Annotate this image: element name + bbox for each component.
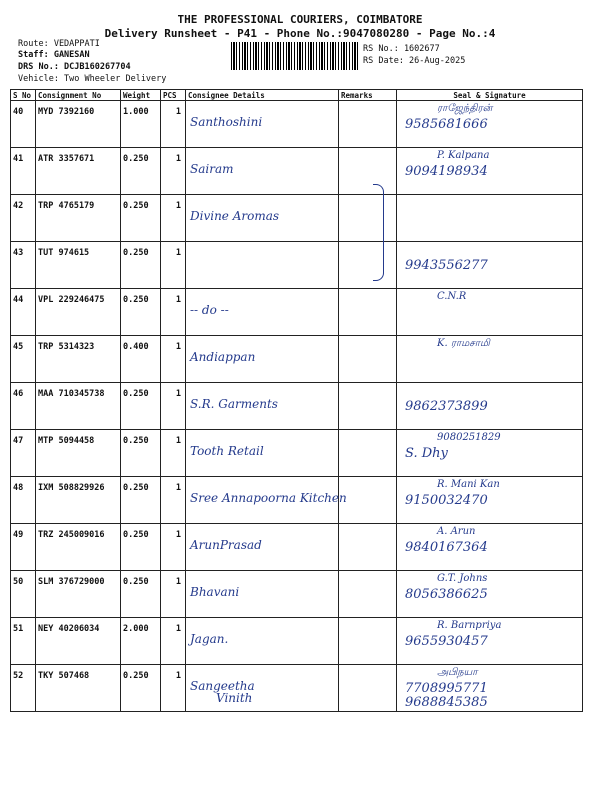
consignee-handwriting: Bhavani	[190, 585, 240, 599]
table-row	[11, 289, 583, 336]
weight-cell: 0.250	[121, 524, 161, 571]
sno-cell: 45	[11, 336, 36, 383]
consignee-cell	[186, 571, 339, 618]
remarks-cell	[339, 383, 397, 430]
consignee-cell	[186, 148, 339, 195]
consignee-handwriting: Sangeetha	[190, 679, 255, 693]
pcs-cell: 1	[161, 524, 186, 571]
remarks-cell	[339, 289, 397, 336]
runsheet-table	[10, 89, 583, 712]
weight-cell: 0.250	[121, 195, 161, 242]
table-row	[11, 195, 583, 242]
consignment-cell: VPL 229246475	[36, 289, 121, 336]
signature-phone: 8056386625	[405, 587, 488, 602]
signature-phone: 7708995771	[405, 681, 488, 696]
remarks-cell	[339, 571, 397, 618]
consignee-cell	[186, 618, 339, 665]
consignee-handwriting: Jagan.	[190, 632, 229, 646]
seal-cell	[397, 430, 583, 477]
weight-cell: 0.250	[121, 571, 161, 618]
sno-cell: 44	[11, 289, 36, 336]
seal-cell	[397, 289, 583, 336]
signature-phone: 9150032470	[405, 493, 488, 508]
consignment-cell: ATR 3357671	[36, 148, 121, 195]
consignee-cell	[186, 430, 339, 477]
pcs-cell: 1	[161, 242, 186, 289]
signature-phone: 9943556277	[405, 258, 488, 273]
table-row	[11, 524, 583, 571]
col-consignment: Consignment No	[36, 90, 121, 101]
consignee-cell	[186, 242, 339, 289]
consignment-cell: IXM 508829926	[36, 477, 121, 524]
consignment-cell: NEY 40206034	[36, 618, 121, 665]
weight-cell: 0.250	[121, 477, 161, 524]
consignee-handwriting: Santhoshini	[190, 115, 263, 129]
consignment-cell: TRP 4765179	[36, 195, 121, 242]
seal-cell	[397, 383, 583, 430]
weight-cell: 1.000	[121, 101, 161, 148]
signature-name: ராஜேந்திரன்	[437, 103, 493, 114]
consignee-handwriting: Sree Annapoorna Kitchen	[190, 491, 347, 505]
sno-cell: 42	[11, 195, 36, 242]
consignee-cell	[186, 477, 347, 524]
signature-phone-2: 9688845385	[405, 695, 488, 710]
signature-phone: 9655930457	[405, 634, 488, 649]
seal-cell	[397, 477, 583, 524]
sno-cell: 51	[11, 618, 36, 665]
barcode	[231, 42, 358, 70]
table-row	[11, 148, 583, 195]
signature-phone: S. Dhy	[405, 446, 448, 461]
remarks-cell	[339, 477, 397, 524]
seal-cell	[397, 148, 583, 195]
seal-cell	[397, 618, 583, 665]
consignment-cell: MYD 7392160	[36, 101, 121, 148]
pcs-cell: 1	[161, 101, 186, 148]
sno-cell: 49	[11, 524, 36, 571]
consignee-cell	[186, 383, 339, 430]
signature-name: R. Mani Kan	[437, 479, 500, 490]
table-row	[11, 430, 583, 477]
consignee-handwriting-2: Vinith	[216, 691, 253, 705]
table-row	[11, 571, 583, 618]
consignment-cell: MAA 710345738	[36, 383, 121, 430]
col-weight: Weight	[121, 90, 161, 101]
pcs-cell: 1	[161, 336, 186, 383]
consignee-handwriting: Divine Aromas	[190, 209, 280, 223]
pcs-cell: 1	[161, 289, 186, 336]
remarks-cell	[339, 618, 397, 665]
signature-name: 9080251829	[437, 432, 501, 443]
consignment-cell: TRZ 245009016	[36, 524, 121, 571]
sno-cell: 52	[11, 665, 36, 712]
sno-cell: 48	[11, 477, 36, 524]
consignee-cell	[186, 336, 339, 383]
table-row	[11, 665, 583, 712]
signature-phone: 9862373899	[405, 399, 488, 414]
rs-date: RS Date: 26-Aug-2025	[363, 56, 466, 66]
sno-cell: 47	[11, 430, 36, 477]
col-seal: Seal & Signature	[397, 90, 583, 101]
seal-cell	[397, 571, 583, 618]
table-row	[11, 383, 583, 430]
col-consignee: Consignee Details	[186, 90, 339, 101]
signature-name: K. ராமசாமி	[437, 338, 490, 349]
runsheet-title: Delivery Runsheet - P41 - Phone No.:9047080280 - Page No.:4	[104, 27, 496, 40]
signature-phone: 9840167364	[405, 540, 488, 555]
signature-name: R. Barnpriya	[437, 620, 502, 631]
sno-cell: 41	[11, 148, 36, 195]
signature-phone: 9585681666	[405, 117, 488, 132]
remarks-cell	[339, 242, 397, 289]
drs-number: DRS No.: DCJB160267704	[18, 62, 131, 72]
weight-cell: 0.250	[121, 430, 161, 477]
col-remarks: Remarks	[339, 90, 397, 101]
remarks-bracket	[373, 184, 384, 281]
seal-cell	[397, 524, 583, 571]
table-row	[11, 618, 583, 665]
consignee-handwriting: Andiappan	[190, 350, 256, 364]
seal-cell	[397, 336, 583, 383]
consignee-cell	[186, 665, 339, 712]
remarks-cell	[339, 148, 397, 195]
col-sno: S No	[11, 90, 36, 101]
sno-cell: 40	[11, 101, 36, 148]
company-title: THE PROFESSIONAL COURIERS, COIMBATORE	[177, 13, 423, 26]
rs-number: RS No.: 1602677	[363, 44, 440, 54]
consignment-cell: MTP 5094458	[36, 430, 121, 477]
consignment-cell: TRP 5314323	[36, 336, 121, 383]
remarks-cell	[339, 336, 397, 383]
table-header	[11, 90, 583, 101]
sno-cell: 46	[11, 383, 36, 430]
weight-cell: 0.250	[121, 148, 161, 195]
col-pcs: PCS	[161, 90, 186, 101]
remarks-cell	[339, 524, 397, 571]
consignee-cell	[186, 289, 339, 336]
consignee-handwriting: Tooth Retail	[190, 444, 264, 458]
pcs-cell: 1	[161, 571, 186, 618]
consignee-cell	[186, 101, 339, 148]
signature-phone: 9094198934	[405, 164, 488, 179]
pcs-cell: 1	[161, 430, 186, 477]
pcs-cell: 1	[161, 665, 186, 712]
pcs-cell: 1	[161, 383, 186, 430]
table-row	[11, 336, 583, 383]
seal-cell	[397, 665, 583, 712]
weight-cell: 0.250	[121, 383, 161, 430]
table-row	[11, 101, 583, 148]
sno-cell: 43	[11, 242, 36, 289]
weight-cell: 0.250	[121, 665, 161, 712]
consignee-handwriting: -- do --	[190, 303, 229, 317]
staff-label: Staff: GANESAN	[18, 50, 90, 60]
remarks-cell	[339, 101, 397, 148]
pcs-cell: 1	[161, 148, 186, 195]
pcs-cell: 1	[161, 477, 186, 524]
vehicle-label: Vehicle: Two Wheeler Delivery	[18, 74, 167, 84]
signature-name: C.N.R	[437, 291, 467, 302]
consignee-cell	[186, 524, 339, 571]
seal-cell	[397, 242, 583, 289]
signature-name: P. Kalpana	[437, 150, 490, 161]
table-row	[11, 477, 583, 524]
consignee-handwriting: Sairam	[190, 162, 234, 176]
signature-name: A. Arun	[437, 526, 476, 537]
remarks-cell	[339, 195, 397, 242]
seal-cell	[397, 101, 583, 148]
seal-cell	[397, 195, 583, 242]
remarks-cell	[339, 665, 397, 712]
route-label: Route: VEDAPPATI	[18, 39, 100, 49]
weight-cell: 0.250	[121, 289, 161, 336]
signature-name: அபிநயா	[437, 667, 478, 678]
signature-name: G.T. Johns	[437, 573, 488, 584]
pcs-cell: 1	[161, 195, 186, 242]
weight-cell: 2.000	[121, 618, 161, 665]
remarks-cell	[339, 430, 397, 477]
consignee-cell	[186, 195, 339, 242]
table-row	[11, 242, 583, 289]
consignee-handwriting: S.R. Garments	[190, 397, 278, 411]
sno-cell: 50	[11, 571, 36, 618]
consignment-cell: SLM 376729000	[36, 571, 121, 618]
consignment-cell: TKY 507468	[36, 665, 121, 712]
consignment-cell: TUT 974615	[36, 242, 121, 289]
weight-cell: 0.250	[121, 242, 161, 289]
weight-cell: 0.400	[121, 336, 161, 383]
pcs-cell: 1	[161, 618, 186, 665]
consignee-handwriting: ArunPrasad	[190, 538, 262, 552]
